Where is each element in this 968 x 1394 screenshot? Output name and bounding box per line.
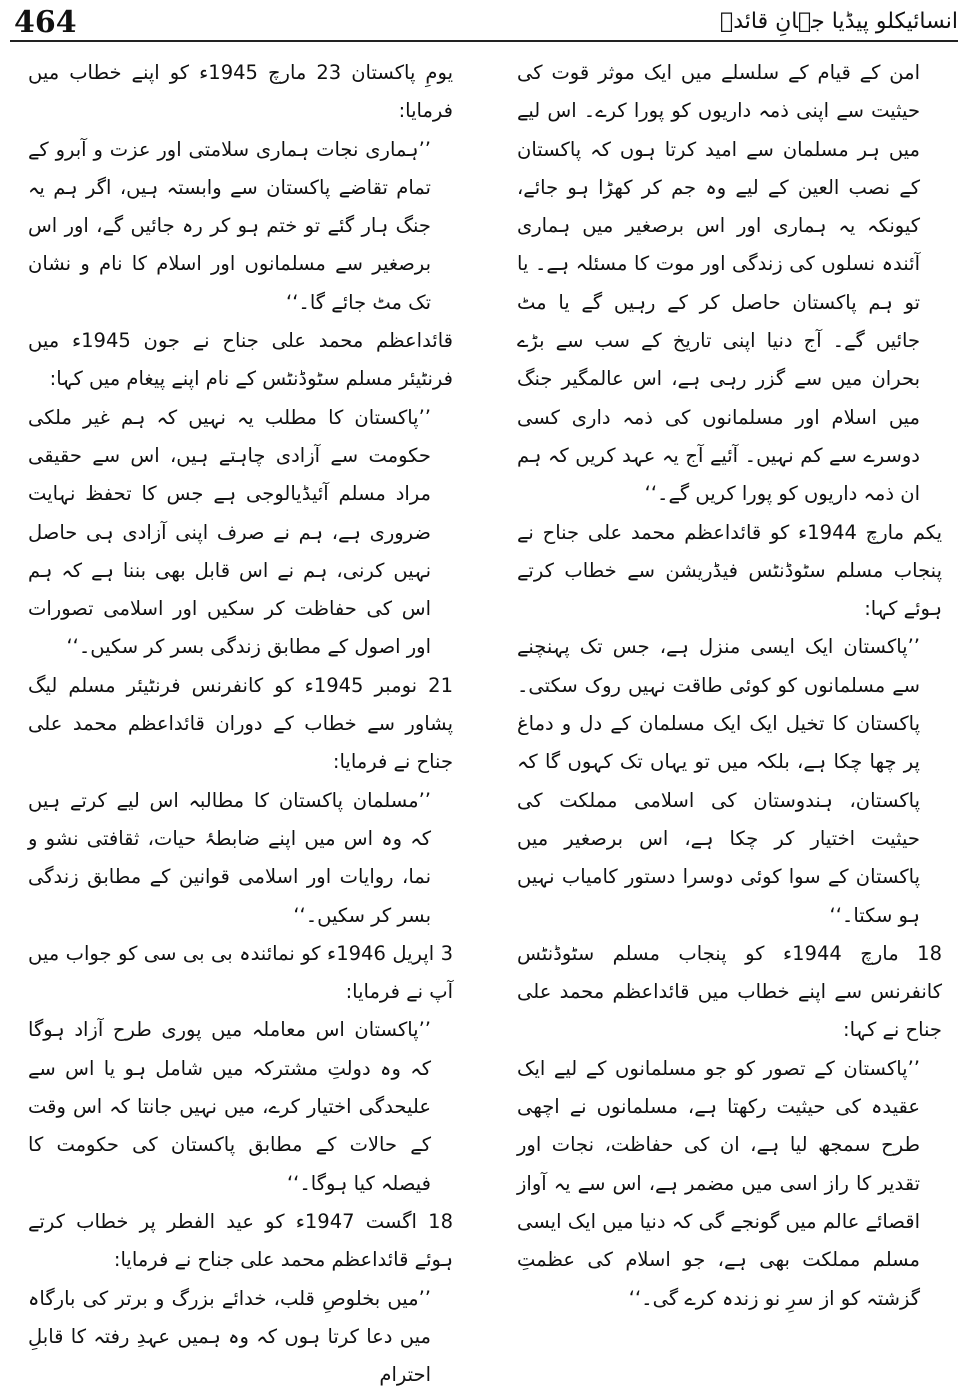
intro-paragraph: 3 اپریل 1946ء کو نمائندہ بی بی سی کو جواب میں آپ نے فرمایا:: [28, 935, 453, 1012]
quotation-paragraph: امن کے قیام کے سلسلے میں ایک موثر قوت کی حیثیت سے اپنی ذمہ داریوں کو پورا کرے۔ اس لیے میں ہر مسلمان سے امید کرتا ہوں کہ پاکستان کے نصب العین کے لیے وہ جم کر کھڑا ہو جائے، کیونکہ یہ ہماری اور اس برصغیر میں ہماری آئندہ نسلوں کی زندگی اور موت کا مسئلہ ہے۔ یا تو ہم پاکستان حاصل کر کے رہیں گے یا مٹ جائیں گے۔ آج دنیا اپنی تاریخ کے سب سے بڑے بحران میں سے گزر رہی ہے، اس عالمگیر جنگ میں اسلام اور مسلمانوں کی ذمہ داری کسی دوسرے سے کم نہیں۔ آئیے آج یہ عہد کریں کہ ہم ان ذمہ داریوں کو پورا کریں گے۔‘‘: [517, 54, 942, 514]
page-number: 464: [14, 6, 77, 40]
intro-paragraph: قائداعظم محمد علی جناح نے جون 1945ء میں فرنٹیئر مسلم سٹوڈنٹس کے نام اپنے پیغام میں کہا:: [28, 322, 453, 399]
header-rule: [10, 40, 958, 42]
intro-paragraph: 18 مارچ 1944ء کو پنجاب مسلم سٹوڈنٹس کانفرنس سے اپنے خطاب میں قائداعظم محمد علی جناح نے کہا:: [517, 935, 942, 1050]
intro-paragraph: 21 نومبر 1945ء کو کانفرنس فرنٹیئر مسلم لیگ پشاور سے خطاب کے دوران قائداعظم محمد علی جناح نے فرمایا:: [28, 667, 453, 782]
running-title: انسائیکلو پیڈیا جہانِ قائدؒ: [720, 6, 958, 38]
quotation-paragraph: ’’پاکستان ایک ایسی منزل ہے، جس تک پہنچنے سے مسلمانوں کو کوئی طاقت نہیں روک سکتی۔ پاکستان کا تخیل ایک ایک مسلمان کے دل و دماغ پر چھا چکا ہے، بلکہ میں تو یہاں تک کہوں گا کہ پاکستان، ہندوستان کی اسلامی مملکت کی حیثیت اختیار کر چکا ہے، اس برصغیر میں پاکستان کے سوا کوئی دوسرا دستور کامیاب نہیں ہو سکتا۔‘‘: [517, 628, 942, 934]
intro-paragraph: یکم مارچ 1944ء کو قائداعظم محمد علی جناح نے پنجاب مسلم سٹوڈنٹس فیڈریشن سے خطاب کرتے ہوئے کہا:: [517, 514, 942, 629]
quotation-paragraph: ’’میں بخلوصِ قلب، خدائے بزرگ و برتر کی بارگاہ میں دعا کرتا ہوں کہ وہ ہمیں عہدِ رفتہ کا قابلِ احترام: [28, 1280, 453, 1394]
quotation-paragraph: ’’پاکستان کے تصور کو جو مسلمانوں کے لیے ایک عقیدہ کی حیثیت رکھتا ہے، مسلمانوں نے اچھی طرح سمجھ لیا ہے، ان کی حفاظت، نجات اور تقدیر کا راز اسی میں مضمر ہے، اس سے یہ آواز اقصائے عالم میں گونجے گی کہ دنیا میں ایک ایسی مسلم مملکت بھی ہے، جو اسلام کی عظمتِ گزشتہ کو از سرِ نو زندہ کرے گی۔‘‘: [517, 1050, 942, 1318]
quotation-paragraph: ’’پاکستان اس معاملہ میں پوری طرح آزاد ہوگا کہ وہ دولتِ مشترکہ میں شامل ہو یا اس سے علیحدگی اختیار کرے، میں نہیں جانتا کہ اس وقت کے حالات کے مطابق پاکستان کی حکومت کا فیصلہ کیا ہوگا۔‘‘: [28, 1011, 453, 1202]
quotation-paragraph: ’’پاکستان کا مطلب یہ نہیں کہ ہم غیر ملکی حکومت سے آزادی چاہتے ہیں، اس سے حقیقی مراد مسلم آئیڈیالوجی ہے جس کا تحفظ نہایت ضروری ہے، ہم نے صرف اپنی آزادی ہی حاصل نہیں کرنی، ہم نے اس قابل بھی بننا ہے کہ ہم اس کی حفاظت کر سکیں اور اسلامی تصورات اور اصول کے مطابق زندگی بسر کر سکیں۔‘‘: [28, 399, 453, 667]
quotation-paragraph: ’’مسلمان پاکستان کا مطالبہ اس لیے کرتے ہیں کہ وہ اس میں اپنے ضابطۂ حیات، ثقافتی نشو و نما، روایات اور اسلامی قوانین کے مطابق زندگی بسر کر سکیں۔‘‘: [28, 782, 453, 935]
right-column: [517, 54, 942, 1318]
page-header: [0, 0, 968, 46]
left-column: [28, 54, 453, 1394]
intro-paragraph: یومِ پاکستان 23 مارچ 1945ء کو اپنے خطاب میں فرمایا:: [28, 54, 453, 131]
intro-paragraph: 18 اگست 1947ء کو عید الفطر پر خطاب کرتے ہوئے قائداعظم محمد علی جناح نے فرمایا:: [28, 1203, 453, 1280]
quotation-paragraph: ’’ہماری نجات ہماری سلامتی اور عزت و آبرو کے تمام تقاضے پاکستان سے وابستہ ہیں، اگر ہم یہ جنگ ہار گئے تو ختم ہو کر رہ جائیں گے، اور اس برصغیر سے مسلمانوں اور اسلام کا نام و نشان تک مٹ جائے گا۔‘‘: [28, 131, 453, 322]
